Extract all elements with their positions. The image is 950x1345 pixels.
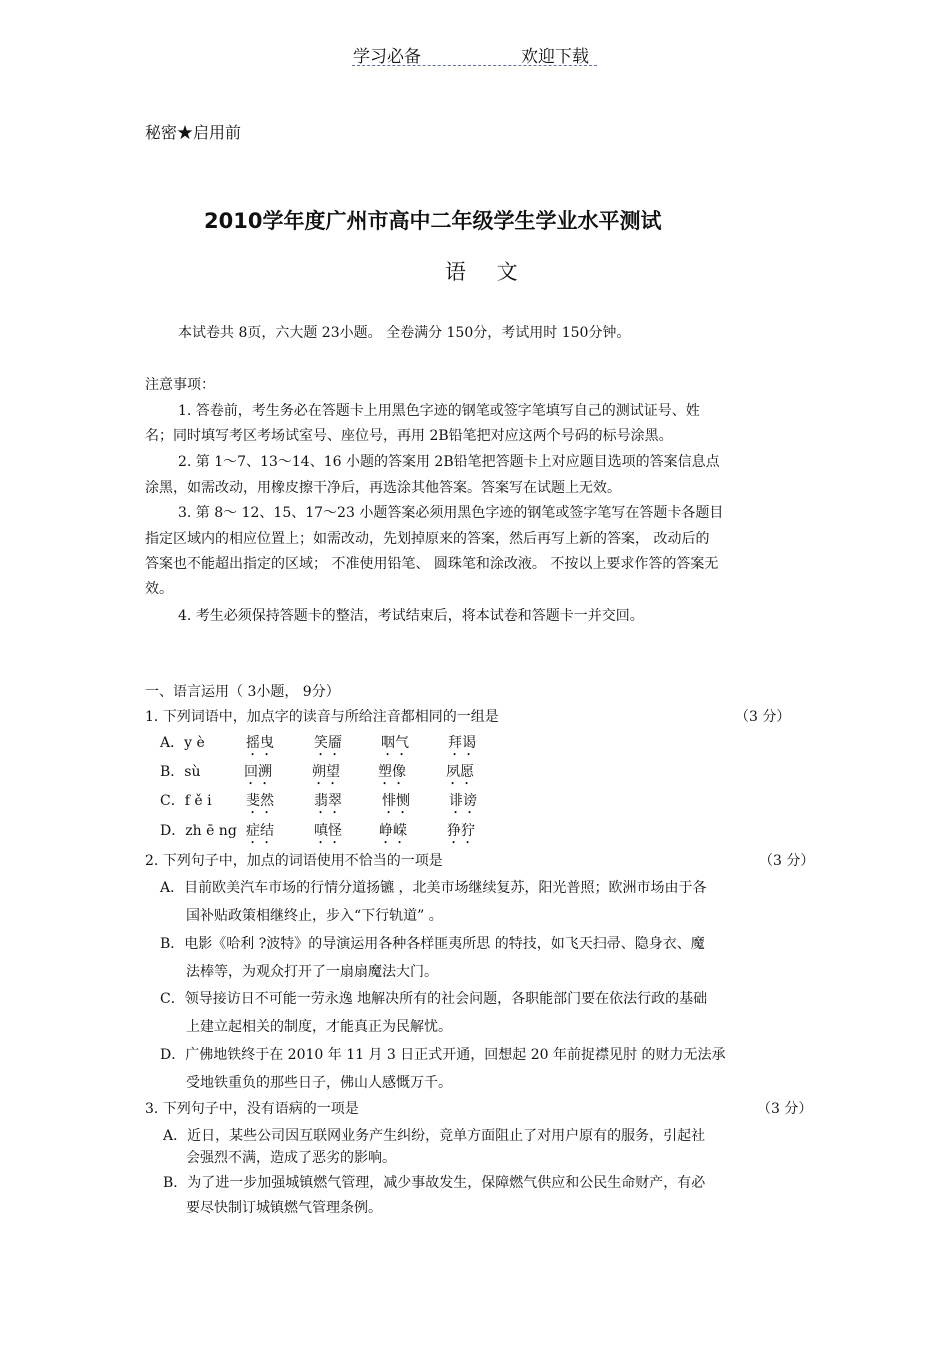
q3-option-b-line2: 要尽快制订城镇燃气管理条例。	[186, 1200, 382, 1216]
q3-option-a-line1: A．近日，某些公司因互联网业务产生纠纷，竞单方面阻止了对用户原有的服务，引起社	[163, 1128, 706, 1144]
q2-option-b-line1: B．电影《哈利 ?波特》的导演运用各种各样匪夷所思 的特技，如飞天扫帚、隐身衣、魔	[160, 936, 705, 952]
header-right: 欢迎下载	[521, 47, 589, 67]
notes-line: 3. 第 8～ 12、15、17～23 小题答案必须用黑色字迹的钢笔或签字笔写在答题卡各题目	[178, 505, 724, 521]
secret-mark: 秘密★启用前	[145, 123, 242, 142]
option-word: 咽气	[381, 735, 409, 751]
notes-line: 指定区域内的相应位置上；如需改动，先划掉原来的答案，然后再写上新的答案， 改动后的	[145, 531, 710, 547]
notes-line: 答案也不能超出指定的区域； 不准使用铅笔、 圆珠笔和涂改液。 不按以上要求作答的答案无	[145, 556, 719, 572]
q2-option-c-line1: C．领导接访日不可能一劳永逸 地解决所有的社会问题，各职能部门要在依法行政的基础	[160, 991, 708, 1007]
q2-option-b-line2: 法棒等，为观众打开了一扇扇魔法大门。	[186, 964, 438, 980]
option-word: 夙愿	[446, 764, 474, 780]
notes-line: 名；同时填写考区考场试室号、座位号，再用 2B铅笔把对应这两个号码的标号涂黑。	[145, 428, 673, 444]
q2-option-a-line1: A．目前欧美汽车市场的行情分道扬镳 ，北美市场继续复苏，阳光普照；欧洲市场由于各	[160, 880, 707, 896]
header-left: 学习必备	[353, 47, 421, 67]
question-2-score: （3 分）	[759, 853, 815, 869]
option-word: 斐然	[246, 793, 274, 809]
q3-option-b-line1: B．为了进一步加强城镇燃气管理，减少事故发生，保障燃气供应和公民生命财产，有必	[163, 1175, 706, 1191]
notes-line: 涂黑，如需改动，用橡皮擦干净后，再选涂其他答案。答案写在试题上无效。	[145, 480, 621, 496]
question-3-stem: 3. 下列句子中，没有语病的一项是	[145, 1101, 359, 1117]
q2-option-c-line2: 上建立起相关的制度，才能真正为民解忧。	[186, 1019, 452, 1035]
option-word: 摇曳	[246, 735, 274, 751]
header-divider	[352, 65, 597, 66]
q2-option-a-line2: 国补贴政策相继终止，步入“下行轨道” 。	[186, 908, 443, 924]
question-1-stem: 1. 下列词语中，加点字的读音与所给注音都相同的一组是	[145, 709, 499, 725]
option-word: 悱恻	[382, 793, 410, 809]
option-word: 诽谤	[449, 793, 477, 809]
option-label: B．sù	[160, 764, 201, 780]
exam-intro: 本试卷共 8页，六大题 23小题。 全卷满分 150分，考试用时 150分钟。	[178, 325, 631, 341]
notes-line: 1. 答卷前，考生务必在答题卡上用黑色字迹的钢笔或签字笔填写自己的测试证号、姓	[178, 403, 700, 419]
option-word: 峥嵘	[379, 823, 407, 839]
option-word: 回溯	[244, 764, 272, 780]
option-word: 塑像	[378, 764, 406, 780]
section-heading: 一、语言运用（ 3小题， 9分）	[145, 684, 340, 700]
option-word: 翡翠	[314, 793, 342, 809]
notes-line: 效。	[145, 581, 173, 597]
option-word: 朔望	[312, 764, 340, 780]
notes-line: 2. 第 1～7、13～14、16 小题的答案用 2B铅笔把答题卡上对应题目选项的答案信息点	[178, 454, 720, 470]
option-word: 症结	[246, 823, 274, 839]
q3-option-a-line2: 会强烈不满，造成了恶劣的影响。	[186, 1150, 396, 1166]
option-word: 笑靥	[314, 735, 342, 751]
option-word: 嗔怪	[314, 823, 342, 839]
option-label: A．y è	[160, 735, 205, 751]
option-label: D．zh ē ng	[160, 823, 237, 839]
notes-heading: 注意事项：	[145, 377, 215, 393]
option-label: C．f ě i	[160, 793, 212, 809]
option-word: 拜谒	[448, 735, 476, 751]
subject-title: 语 文	[445, 260, 530, 284]
question-2-stem: 2. 下列句子中，加点的词语使用不恰当的一项是	[145, 853, 443, 869]
question-3-score: （3 分）	[757, 1101, 813, 1117]
page-title: 2010学年度广州市高中二年级学生学业水平测试	[204, 209, 662, 233]
notes-line: 4. 考生必须保持答题卡的整洁，考试结束后，将本试卷和答题卡一并交回。	[178, 608, 644, 624]
option-word: 狰狞	[447, 823, 475, 839]
q2-option-d-line2: 受地铁重负的那些日子，佛山人感慨万千。	[186, 1075, 452, 1091]
question-1-score: （3 分）	[735, 709, 791, 725]
q2-option-d-line1: D．广佛地铁终于在 2010 年 11 月 3 日正式开通，回想起 20 年前捉襟见肘 的财力无法承	[160, 1047, 726, 1063]
